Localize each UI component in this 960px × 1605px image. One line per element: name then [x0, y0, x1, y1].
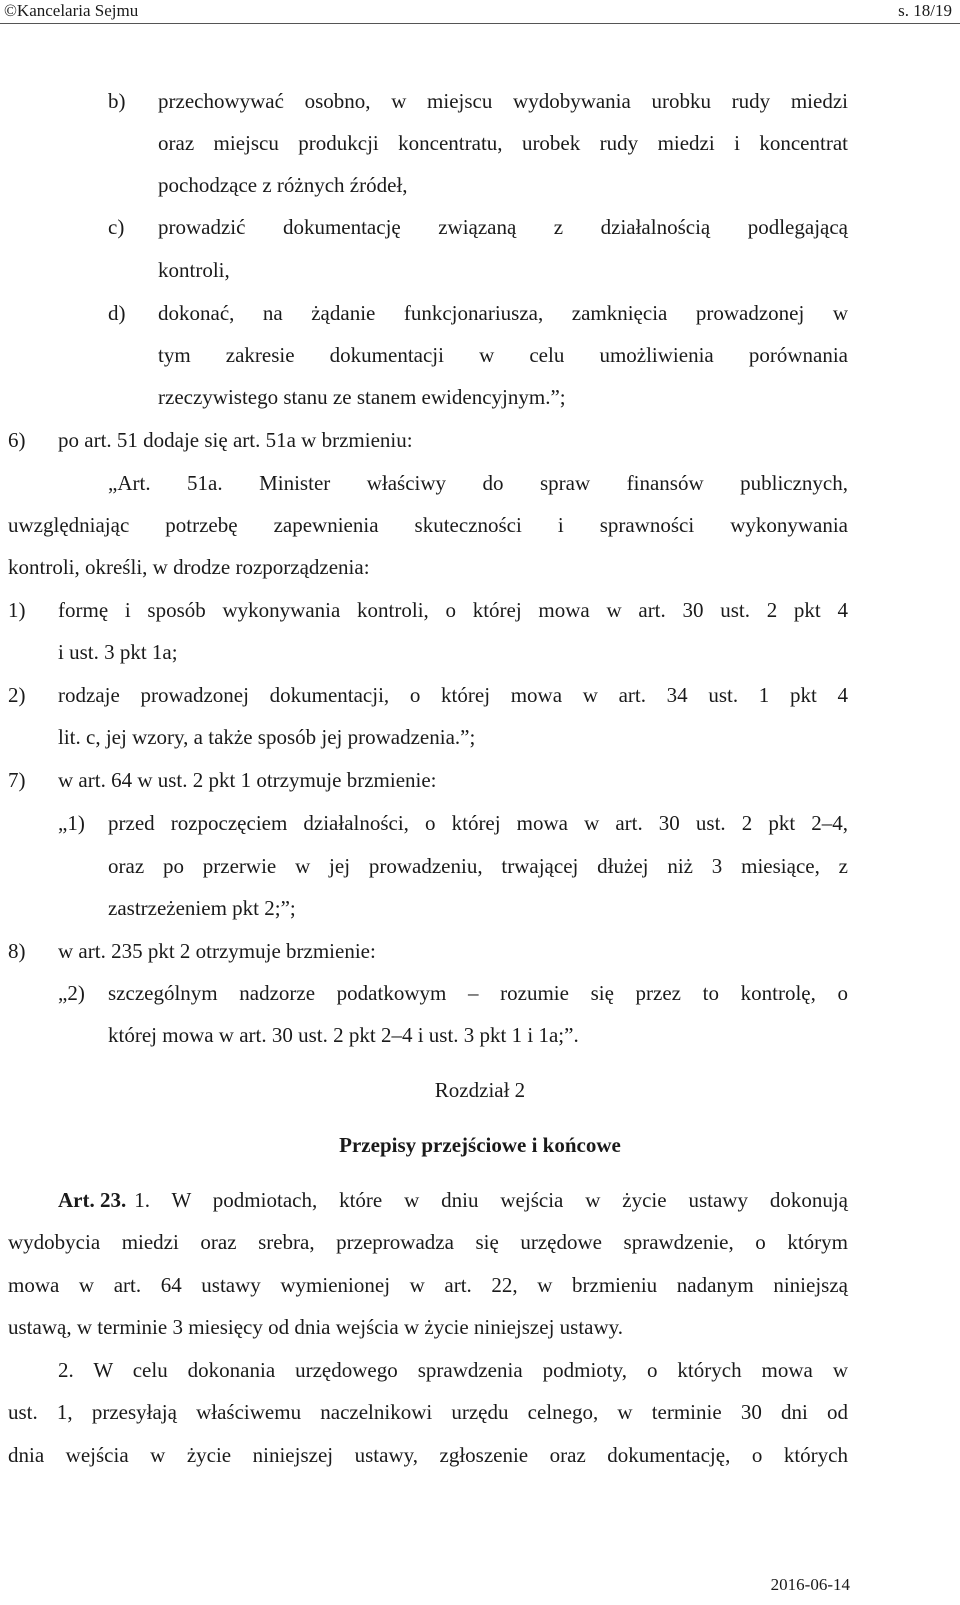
item-d-line-2: tym zakresie dokumentacji w celu umożliwienia porównania	[158, 343, 848, 367]
point-7-sub-1-line-2: oraz po przerwie w jej prowadzeniu, trwającej dłużej niż 3 miesiące, z	[108, 854, 848, 878]
point-7-sub-1-marker: „1)	[58, 811, 85, 835]
page-header	[0, 0, 960, 24]
art-23-heading: Art. 23.	[58, 1188, 127, 1212]
point-7-sub-1-line-3: zastrzeżeniem pkt 2;”;	[108, 896, 296, 920]
art-51a-item-1-line-1: formę i sposób wykonywania kontroli, o której mowa w art. 30 ust. 2 pkt 4	[58, 598, 848, 622]
art-51a-item-2-marker: 2)	[8, 683, 26, 707]
art-51a-line-1: „Art. 51a. Minister właściwy do spraw finansów publicznych,	[108, 471, 848, 495]
header-page-number: s. 18/19	[898, 1, 952, 20]
item-d-line-1: dokonać, na żądanie funkcjonariusza, zamknięcia prowadzonej w	[158, 301, 848, 325]
chapter-number: Rozdział 2	[434, 1078, 526, 1102]
item-c-line-2: kontroli,	[158, 258, 230, 282]
point-8-sub-2-line-1: szczególnym nadzorze podatkowym – rozumie się przez to kontrolę, o	[108, 981, 848, 1005]
item-c-marker: c)	[108, 215, 125, 239]
item-d-marker: d)	[108, 301, 126, 325]
art-23-line-1	[58, 1186, 848, 1214]
point-6-line-1: po art. 51 dodaje się art. 51a w brzmieniu:	[58, 428, 413, 452]
art-23-ust-2-line-2: ust. 1, przesyłają właściwemu naczelnikowi urzędu celnego, w terminie 30 dni od	[8, 1400, 848, 1424]
point-7-line-1: w art. 64 w ust. 2 pkt 1 otrzymuje brzmienie:	[58, 768, 437, 792]
art-23-ust-2-line-3: dnia wejścia w życie niniejszej ustawy, zgłoszenie oraz dokumentację, o których	[8, 1443, 848, 1467]
art-51a-item-1-marker: 1)	[8, 598, 26, 622]
item-c-line-1: prowadzić dokumentację związaną z działalnością podlegającą	[158, 215, 848, 239]
art-51a-item-1-line-2: i ust. 3 pkt 1a;	[58, 640, 178, 664]
art-23-line-1-text: 1. W podmiotach, które w dniu wejścia w życie ustawy dokonują	[134, 1188, 848, 1212]
footer-date: 2016-06-14	[770, 1575, 850, 1594]
point-7-marker: 7)	[8, 768, 26, 792]
art-51a-item-2-line-1: rodzaje prowadzonej dokumentacji, o której mowa w art. 34 ust. 1 pkt 4	[58, 683, 848, 707]
art-23-ust-2-line-1: 2. W celu dokonania urzędowego sprawdzenia podmioty, o których mowa w	[58, 1358, 848, 1382]
item-b-line-2: oraz miejscu produkcji koncentratu, urobek rudy miedzi i koncentrat	[158, 131, 848, 155]
art-23-line-3: mowa w art. 64 ustawy wymienionej w art. 22, w brzmieniu nadanym niniejszą	[8, 1273, 848, 1297]
point-8-sub-2-marker: „2)	[58, 981, 85, 1005]
point-6-marker: 6)	[8, 428, 26, 452]
chapter-title: Przepisy przejściowe i końcowe	[339, 1133, 621, 1157]
point-8-line-1: w art. 235 pkt 2 otrzymuje brzmienie:	[58, 939, 376, 963]
item-b-line-1: przechowywać osobno, w miejscu wydobywania urobku rudy miedzi	[158, 89, 848, 113]
item-b-marker: b)	[108, 89, 126, 113]
art-23-line-4: ustawą, w terminie 3 miesięcy od dnia wejścia w życie niniejszej ustawy.	[8, 1315, 624, 1339]
header-divider	[0, 23, 960, 24]
item-b-line-3: pochodzące z różnych źródeł,	[158, 173, 408, 197]
point-7-sub-1-line-1: przed rozpoczęciem działalności, o której mowa w art. 30 ust. 2 pkt 2–4,	[108, 811, 848, 835]
point-8-sub-2-line-2: której mowa w art. 30 ust. 2 pkt 2–4 i ust. 3 pkt 1 i 1a;”.	[108, 1023, 579, 1047]
art-23-line-2: wydobycia miedzi oraz srebra, przeprowadza się urzędowe sprawdzenie, o którym	[8, 1230, 848, 1254]
art-51a-item-2-line-2: lit. c, jej wzory, a także sposób jej prowadzenia.”;	[58, 725, 476, 749]
art-51a-line-3: kontroli, określi, w drodze rozporządzenia:	[8, 555, 370, 579]
point-8-marker: 8)	[8, 939, 26, 963]
art-51a-line-2: uwzględniając potrzebę zapewnienia skuteczności i sprawności wykonywania	[8, 513, 848, 537]
header-source: ©Kancelaria Sejmu	[4, 1, 139, 20]
item-d-line-3: rzeczywistego stanu ze stanem ewidencyjnym.”;	[158, 385, 566, 409]
